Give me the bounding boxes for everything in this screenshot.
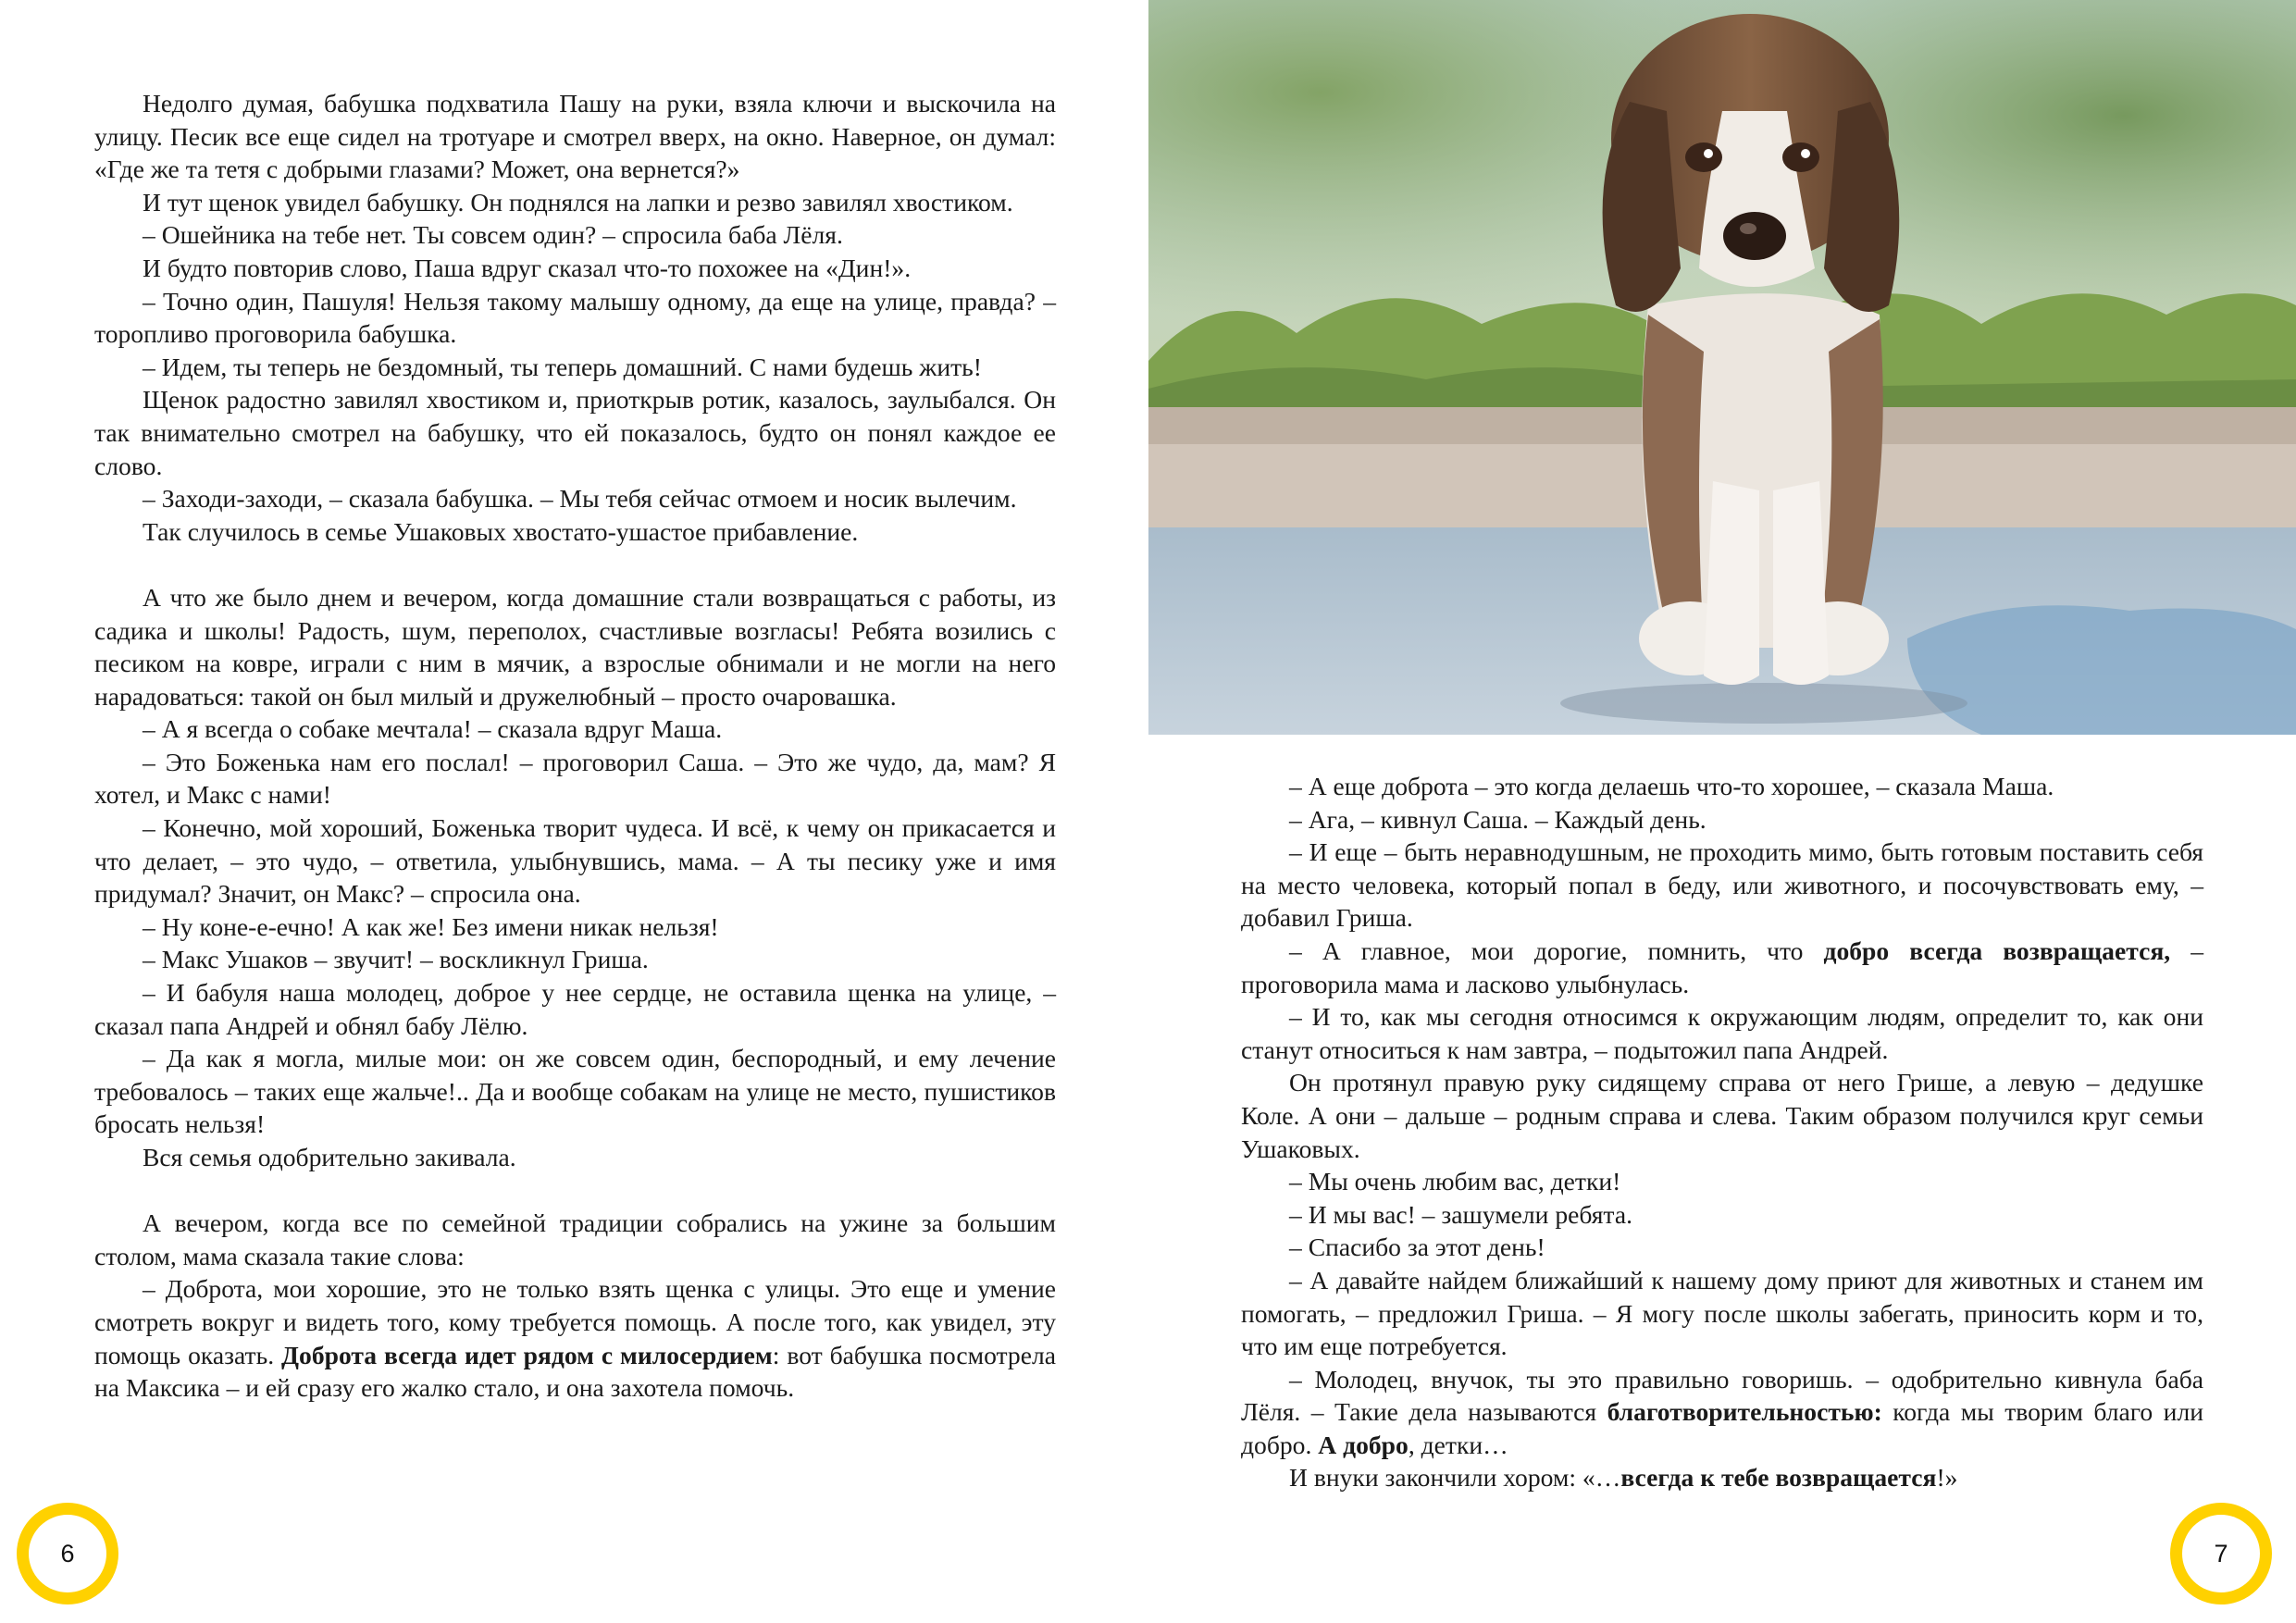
paragraph [94,285,1056,351]
text-run: – Точно один, Пашуля! Нельзя такому малышу одному, да еще на улице, правда? – торопливо проговорила бабушка. [94,286,1056,349]
puppy-illustration [1148,0,2296,735]
text-run: – И то, как мы сегодня относимся к окружающим людям, определит то, как они станут относиться к нам завтра, – подытожил папа Андрей. [1241,1002,2203,1064]
text-run: Недолго думая, бабушка подхватила Пашу на руки, взяла ключи и выскочила на улицу. Песик все еще сидел на тротуаре и смотрел вверх, на окно. Наверное, он думал: «Где же та тетя с добрыми глазами? Может, она вернется?» [94,89,1056,184]
paragraph [1241,1165,2203,1198]
text-run: – И мы вас! – зашумели ребята. [1289,1199,1632,1229]
text-run: – Доброта, мои хорошие, это не только взять щенка с улицы. Это еще и умение смотреть вокруг и видеть того, кому требуется помощь. А после того, как увидел, эту помощь оказать. [94,1274,1056,1369]
paragraph [94,746,1056,812]
page-number: 6 [60,1539,75,1567]
text-run: И будто повторив слово, Паша вдруг сказал что-то похожее на «Дин!». [143,253,912,282]
paragraph [1241,1264,2203,1363]
text-run: – И еще – быть неравнодушным, не проходить мимо, быть готовым поставить себя на место человека, который попал в беду, или животного, и посочувствовать ему, – добавил Гриша. [1241,837,2203,933]
paragraph [94,1141,1056,1174]
paragraph [1241,803,2203,836]
text-run: А что же было днем и вечером, когда домашние стали возвращаться с работы, из садика и школы! Радость, шум, переполох, счастливые возгласы! Ребята возились с песиком на ковре, играли с ним в мячик, а взрослые обнимали и не могли на него нарадоваться: такой он был милый и дружелюбный – просто очаровашка. [94,582,1056,711]
paragraph [94,911,1056,944]
bold-phrase: благотворительностью: [1607,1397,1882,1427]
text-run: Он протянул правую руку сидящему справа от него Грише, а левую – дедушке Коле. А они – дальше – родным справа и слева. Таким образом получился круг семьи Ушаковых. [1241,1068,2203,1163]
text-run: – Конечно, мой хороший, Боженька творит чудеса. И всё, к чему он прикасается и что делает, – это чудо, – ответила, улыбнувшись, мама. – А ты песику уже и имя придумал? Значит, он Макс? – спросила она. [94,813,1056,909]
page-number: 7 [2214,1539,2228,1567]
text-run: Щенок радостно завилял хвостиком и, приоткрыв ротик, казалось, заулыбался. Он так внимательно смотрел на бабушку, что ей показалось, будто он понял каждое ее слово. [94,385,1056,480]
text-run: И внуки закончили хором: «… [1289,1463,1621,1493]
text-run: когда мы творим благо или добро. [1241,1397,2203,1459]
paragraph [1241,1231,2203,1264]
text-run: – проговорила мама и ласково улыбнулась. [1241,935,2203,998]
bold-phrase: Доброта всегда идет рядом с милосердием [281,1340,773,1369]
right-page-text [1241,770,2203,1494]
text-run: – А главное, мои дорогие, помнить, что [1289,935,1824,965]
paragraph [1241,935,2203,1000]
paragraph [1241,1198,2203,1232]
paragraph [94,351,1056,384]
bold-phrase: А добро [1318,1430,1409,1459]
paragraph [94,252,1056,285]
paragraph [1241,1000,2203,1066]
text-run: – А я всегда о собаке мечтала! – сказала вдруг Маша. [143,714,723,744]
text-run: – Ага, – кивнул Саша. – Каждый день. [1289,804,1706,834]
text-run: А вечером, когда все по семейной традиции собрались на ужине за большим столом, мама сказала такие слова: [94,1208,1056,1270]
paragraph [1241,1363,2203,1462]
paragraph [1241,770,2203,803]
text-run: !» [1936,1463,1958,1493]
bold-phrase: всегда к тебе возвращается [1620,1463,1937,1493]
bold-phrase: добро всегда возвращается, [1823,935,2171,965]
text-run: – А давайте найдем ближайший к нашему дому приют для животных и станем им помогать, – предложил Гриша. – Я могу после школы забегать, приносить корм и то, что им еще потребуется. [1241,1265,2203,1361]
paragraph [94,1272,1056,1404]
paragraph [94,515,1056,549]
text-run: – Спасибо за этот день! [1289,1233,1545,1262]
paragraph [94,976,1056,1042]
paragraph [94,943,1056,976]
text-run: – Это Боженька нам его послал! – проговорил Саша. – Это же чудо, да, мам? Я хотел, и Макс с нами! [94,747,1056,810]
text-run: – Идем, ты теперь не бездомный, ты теперь домашний. С нами будешь жить! [143,352,982,381]
text-run: – Заходи-заходи, – сказала бабушка. – Мы тебя сейчас отмоем и носик вылечим. [143,484,1017,514]
text-run: , детки… [1408,1430,1508,1459]
text-run: – Макс Ушаков – звучит! – воскликнул Гриша. [143,945,649,974]
text-run: – Ошейника на тебе нет. Ты совсем один? – спросила баба Лёля. [143,220,843,250]
text-run: – Молодец, внучок, ты это правильно говоришь. – одобрительно кивнула баба Лёля. – Такие дела называются [1241,1364,2203,1427]
text-run: – А еще доброта – это когда делаешь что-то хорошее, – сказала Маша. [1289,772,2054,800]
paragraph [1241,1461,2203,1494]
paragraph [1241,1066,2203,1165]
page-number-badge [2170,1503,2272,1604]
paragraph [1241,836,2203,935]
text-run: – И бабуля наша молодец, доброе у нее сердце, не оставила щенка на улице, – сказал папа Андрей и обнял бабу Лёлю. [94,978,1056,1040]
paragraph [94,186,1056,219]
text-run: И тут щенок увидел бабушку. Он поднялся на лапки и резво завилял хвостиком. [143,187,1013,217]
text-run: – Ну коне-е-ечно! А как же! Без имени никак нельзя! [143,911,719,941]
paragraph [94,1042,1056,1141]
text-run: Так случилось в семье Ушаковых хвостато-ушастое прибавление. [143,516,859,546]
paragraph [94,1207,1056,1272]
text-run: – Мы очень любим вас, детки! [1289,1167,1621,1196]
paragraph [94,482,1056,515]
text-run: – Да как я могла, милые мои: он же совсем один, беспородный, и ему лечение требовалось – таких еще жальче!.. Да и вообще собакам на улице не место, пушистиков бросать нельзя! [94,1044,1056,1139]
paragraph [94,581,1056,712]
text-run: : вот бабушка посмотрела на Максика – и ей сразу его жалко стало, и она захотела помочь. [94,1340,1056,1403]
paragraph [94,712,1056,746]
paragraph [94,812,1056,911]
paragraph [94,218,1056,252]
text-run: Вся семья одобрительно закивала. [143,1143,516,1171]
left-page-text [94,87,1056,1405]
page-number-badge [17,1503,118,1604]
paragraph [94,87,1056,186]
paragraph [94,383,1056,482]
